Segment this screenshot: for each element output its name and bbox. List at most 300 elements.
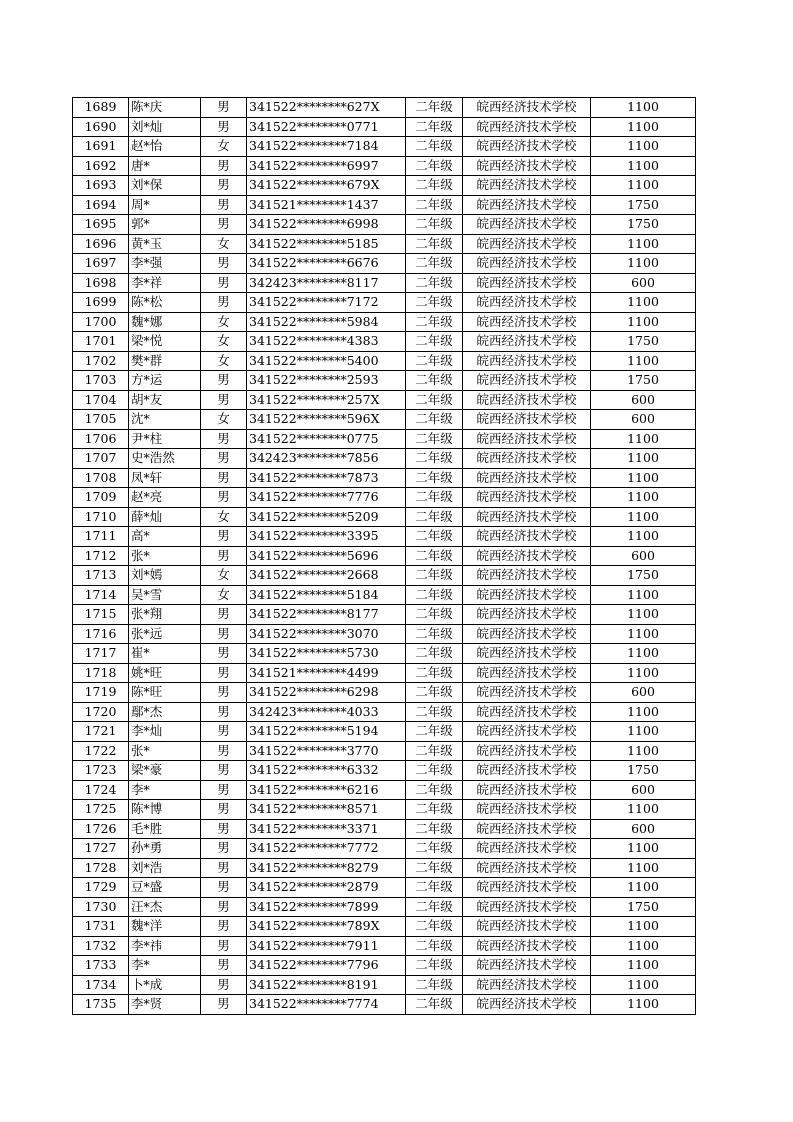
grade-cell: 二年级	[406, 137, 463, 157]
school-cell: 皖西经济技术学校	[463, 917, 591, 937]
table-row	[73, 800, 696, 820]
grade-cell: 二年级	[406, 722, 463, 742]
school-cell: 皖西经济技术学校	[463, 429, 591, 449]
school-cell: 皖西经济技术学校	[463, 468, 591, 488]
gender-cell: 男	[201, 800, 247, 820]
id-number-cell: 342423********8117	[247, 273, 406, 293]
row-number-cell: 1716	[73, 624, 129, 644]
table-row	[73, 585, 696, 605]
id-number-cell: 341522********0775	[247, 429, 406, 449]
grade-cell: 二年级	[406, 800, 463, 820]
amount-cell: 1750	[591, 371, 696, 391]
grade-cell: 二年级	[406, 702, 463, 722]
amount-cell: 1100	[591, 663, 696, 683]
school-cell: 皖西经济技术学校	[463, 117, 591, 137]
amount-cell: 1100	[591, 507, 696, 527]
gender-cell: 男	[201, 98, 247, 118]
gender-cell: 男	[201, 839, 247, 859]
student-name-cell: 汪*杰	[129, 897, 201, 917]
amount-cell: 1100	[591, 98, 696, 118]
school-cell: 皖西经济技术学校	[463, 488, 591, 508]
school-cell: 皖西经济技术学校	[463, 332, 591, 352]
gender-cell: 男	[201, 995, 247, 1015]
id-number-cell: 341522********8279	[247, 858, 406, 878]
table-row	[73, 488, 696, 508]
row-number-cell: 1692	[73, 156, 129, 176]
row-number-cell: 1730	[73, 897, 129, 917]
table-row	[73, 312, 696, 332]
student-name-cell: 樊*群	[129, 351, 201, 371]
gender-cell: 男	[201, 195, 247, 215]
id-number-cell: 341522********5984	[247, 312, 406, 332]
id-number-cell: 341522********7796	[247, 956, 406, 976]
amount-cell: 1750	[591, 215, 696, 235]
id-number-cell: 341522********7772	[247, 839, 406, 859]
table-row	[73, 273, 696, 293]
student-name-cell: 郭*	[129, 215, 201, 235]
amount-cell: 600	[591, 780, 696, 800]
gender-cell: 女	[201, 410, 247, 430]
grade-cell: 二年级	[406, 839, 463, 859]
student-name-cell: 刘*嫣	[129, 566, 201, 586]
row-number-cell: 1691	[73, 137, 129, 157]
gender-cell: 男	[201, 546, 247, 566]
school-cell: 皖西经济技术学校	[463, 137, 591, 157]
table-row	[73, 819, 696, 839]
gender-cell: 男	[201, 390, 247, 410]
table-row	[73, 780, 696, 800]
school-cell: 皖西经济技术学校	[463, 585, 591, 605]
table-row	[73, 98, 696, 118]
amount-cell: 1100	[591, 605, 696, 625]
student-name-cell: 孙*勇	[129, 839, 201, 859]
grade-cell: 二年级	[406, 234, 463, 254]
gender-cell: 男	[201, 722, 247, 742]
row-number-cell: 1713	[73, 566, 129, 586]
row-number-cell: 1696	[73, 234, 129, 254]
grade-cell: 二年级	[406, 254, 463, 274]
grade-cell: 二年级	[406, 644, 463, 664]
school-cell: 皖西经济技术学校	[463, 858, 591, 878]
id-number-cell: 341522********3770	[247, 741, 406, 761]
table-row	[73, 995, 696, 1015]
amount-cell: 600	[591, 819, 696, 839]
gender-cell: 女	[201, 137, 247, 157]
grade-cell: 二年级	[406, 449, 463, 469]
grade-cell: 二年级	[406, 176, 463, 196]
grade-cell: 二年级	[406, 215, 463, 235]
amount-cell: 1750	[591, 195, 696, 215]
student-name-cell: 赵*亮	[129, 488, 201, 508]
id-number-cell: 341522********7873	[247, 468, 406, 488]
id-number-cell: 341522********2593	[247, 371, 406, 391]
student-name-cell: 薛*灿	[129, 507, 201, 527]
student-name-cell: 张*翔	[129, 605, 201, 625]
amount-cell: 600	[591, 410, 696, 430]
school-cell: 皖西经济技术学校	[463, 624, 591, 644]
amount-cell: 1100	[591, 722, 696, 742]
gender-cell: 男	[201, 858, 247, 878]
student-name-cell: 沈*	[129, 410, 201, 430]
school-cell: 皖西经济技术学校	[463, 722, 591, 742]
amount-cell: 1750	[591, 332, 696, 352]
row-number-cell: 1717	[73, 644, 129, 664]
student-name-cell: 赵*怡	[129, 137, 201, 157]
id-number-cell: 341522********4383	[247, 332, 406, 352]
row-number-cell: 1723	[73, 761, 129, 781]
row-number-cell: 1729	[73, 878, 129, 898]
grade-cell: 二年级	[406, 995, 463, 1015]
row-number-cell: 1715	[73, 605, 129, 625]
gender-cell: 女	[201, 332, 247, 352]
table-row	[73, 917, 696, 937]
id-number-cell: 341522********3371	[247, 819, 406, 839]
school-cell: 皖西经济技术学校	[463, 215, 591, 235]
table-row	[73, 975, 696, 995]
gender-cell: 男	[201, 702, 247, 722]
grade-cell: 二年级	[406, 332, 463, 352]
id-number-cell: 341522********5730	[247, 644, 406, 664]
school-cell: 皖西经济技术学校	[463, 351, 591, 371]
gender-cell: 男	[201, 897, 247, 917]
table-row	[73, 351, 696, 371]
table-row	[73, 234, 696, 254]
id-number-cell: 341521********4499	[247, 663, 406, 683]
amount-cell: 1100	[591, 234, 696, 254]
gender-cell: 男	[201, 917, 247, 937]
table-row	[73, 858, 696, 878]
grade-cell: 二年级	[406, 683, 463, 703]
grade-cell: 二年级	[406, 546, 463, 566]
gender-cell: 男	[201, 371, 247, 391]
student-name-cell: 李*贤	[129, 995, 201, 1015]
row-number-cell: 1701	[73, 332, 129, 352]
student-name-cell: 魏*娜	[129, 312, 201, 332]
amount-cell: 1100	[591, 312, 696, 332]
grade-cell: 二年级	[406, 156, 463, 176]
amount-cell: 1100	[591, 293, 696, 313]
row-number-cell: 1735	[73, 995, 129, 1015]
grade-cell: 二年级	[406, 917, 463, 937]
row-number-cell: 1690	[73, 117, 129, 137]
school-cell: 皖西经济技术学校	[463, 254, 591, 274]
school-cell: 皖西经济技术学校	[463, 897, 591, 917]
id-number-cell: 341522********6298	[247, 683, 406, 703]
table-row	[73, 215, 696, 235]
student-name-cell: 凤*轩	[129, 468, 201, 488]
amount-cell: 1100	[591, 878, 696, 898]
row-number-cell: 1710	[73, 507, 129, 527]
gender-cell: 男	[201, 624, 247, 644]
table-row	[73, 624, 696, 644]
gender-cell: 男	[201, 936, 247, 956]
row-number-cell: 1712	[73, 546, 129, 566]
row-number-cell: 1722	[73, 741, 129, 761]
gender-cell: 男	[201, 429, 247, 449]
id-number-cell: 341522********6332	[247, 761, 406, 781]
school-cell: 皖西经济技术学校	[463, 780, 591, 800]
row-number-cell: 1728	[73, 858, 129, 878]
amount-cell: 1100	[591, 527, 696, 547]
grade-cell: 二年级	[406, 819, 463, 839]
gender-cell: 男	[201, 527, 247, 547]
school-cell: 皖西经济技术学校	[463, 312, 591, 332]
school-cell: 皖西经济技术学校	[463, 605, 591, 625]
student-name-cell: 唐*	[129, 156, 201, 176]
student-name-cell: 胡*友	[129, 390, 201, 410]
id-number-cell: 341522********6998	[247, 215, 406, 235]
grade-cell: 二年级	[406, 293, 463, 313]
row-number-cell: 1727	[73, 839, 129, 859]
school-cell: 皖西经济技术学校	[463, 644, 591, 664]
amount-cell: 1100	[591, 351, 696, 371]
student-name-cell: 姚*旺	[129, 663, 201, 683]
grade-cell: 二年级	[406, 117, 463, 137]
gender-cell: 男	[201, 761, 247, 781]
school-cell: 皖西经济技术学校	[463, 156, 591, 176]
school-cell: 皖西经济技术学校	[463, 371, 591, 391]
student-name-cell: 张*	[129, 741, 201, 761]
amount-cell: 1100	[591, 117, 696, 137]
amount-cell: 1100	[591, 624, 696, 644]
id-number-cell: 341522********7774	[247, 995, 406, 1015]
id-number-cell: 341522********789X	[247, 917, 406, 937]
student-name-cell: 陈*庆	[129, 98, 201, 118]
gender-cell: 女	[201, 507, 247, 527]
student-name-cell: 张*	[129, 546, 201, 566]
table-row	[73, 176, 696, 196]
row-number-cell: 1695	[73, 215, 129, 235]
row-number-cell: 1689	[73, 98, 129, 118]
student-name-cell: 刘*浩	[129, 858, 201, 878]
school-cell: 皖西经济技术学校	[463, 956, 591, 976]
student-name-cell: 李*灿	[129, 722, 201, 742]
student-name-cell: 豆*盛	[129, 878, 201, 898]
gender-cell: 男	[201, 780, 247, 800]
table-row	[73, 605, 696, 625]
grade-cell: 二年级	[406, 858, 463, 878]
gender-cell: 男	[201, 488, 247, 508]
grade-cell: 二年级	[406, 195, 463, 215]
grade-cell: 二年级	[406, 936, 463, 956]
gender-cell: 女	[201, 312, 247, 332]
student-name-cell: 陈*松	[129, 293, 201, 313]
school-cell: 皖西经济技术学校	[463, 449, 591, 469]
row-number-cell: 1733	[73, 956, 129, 976]
row-number-cell: 1693	[73, 176, 129, 196]
id-number-cell: 341522********5696	[247, 546, 406, 566]
amount-cell: 1100	[591, 254, 696, 274]
amount-cell: 1100	[591, 839, 696, 859]
table-row	[73, 897, 696, 917]
row-number-cell: 1707	[73, 449, 129, 469]
row-number-cell: 1720	[73, 702, 129, 722]
grade-cell: 二年级	[406, 390, 463, 410]
student-name-cell: 李*祥	[129, 273, 201, 293]
student-name-cell: 黄*玉	[129, 234, 201, 254]
gender-cell: 男	[201, 975, 247, 995]
student-name-cell: 李*	[129, 780, 201, 800]
gender-cell: 男	[201, 449, 247, 469]
gender-cell: 男	[201, 176, 247, 196]
gender-cell: 男	[201, 468, 247, 488]
id-number-cell: 341522********2668	[247, 566, 406, 586]
grade-cell: 二年级	[406, 527, 463, 547]
row-number-cell: 1731	[73, 917, 129, 937]
grade-cell: 二年级	[406, 273, 463, 293]
id-number-cell: 341522********5184	[247, 585, 406, 605]
amount-cell: 1100	[591, 449, 696, 469]
amount-cell: 1100	[591, 936, 696, 956]
amount-cell: 1100	[591, 995, 696, 1015]
id-number-cell: 341522********679X	[247, 176, 406, 196]
table-row	[73, 566, 696, 586]
id-number-cell: 341522********6997	[247, 156, 406, 176]
id-number-cell: 341522********7184	[247, 137, 406, 157]
amount-cell: 1100	[591, 137, 696, 157]
student-name-cell: 张*远	[129, 624, 201, 644]
table-row	[73, 878, 696, 898]
row-number-cell: 1732	[73, 936, 129, 956]
row-number-cell: 1725	[73, 800, 129, 820]
student-name-cell: 陈*旺	[129, 683, 201, 703]
gender-cell: 男	[201, 605, 247, 625]
grade-cell: 二年级	[406, 663, 463, 683]
id-number-cell: 341522********8177	[247, 605, 406, 625]
row-number-cell: 1697	[73, 254, 129, 274]
table-row	[73, 527, 696, 547]
student-name-cell: 毛*胜	[129, 819, 201, 839]
row-number-cell: 1705	[73, 410, 129, 430]
school-cell: 皖西经济技术学校	[463, 273, 591, 293]
amount-cell: 1100	[591, 702, 696, 722]
row-number-cell: 1718	[73, 663, 129, 683]
row-number-cell: 1700	[73, 312, 129, 332]
grade-cell: 二年级	[406, 507, 463, 527]
amount-cell: 1750	[591, 566, 696, 586]
school-cell: 皖西经济技术学校	[463, 195, 591, 215]
table-row	[73, 293, 696, 313]
grade-cell: 二年级	[406, 468, 463, 488]
grade-cell: 二年级	[406, 585, 463, 605]
school-cell: 皖西经济技术学校	[463, 390, 591, 410]
id-number-cell: 342423********7856	[247, 449, 406, 469]
id-number-cell: 341522********7899	[247, 897, 406, 917]
grade-cell: 二年级	[406, 878, 463, 898]
gender-cell: 女	[201, 351, 247, 371]
id-number-cell: 341522********627X	[247, 98, 406, 118]
grade-cell: 二年级	[406, 410, 463, 430]
table-row	[73, 449, 696, 469]
amount-cell: 1100	[591, 975, 696, 995]
table-row	[73, 663, 696, 683]
amount-cell: 1100	[591, 800, 696, 820]
table-row	[73, 839, 696, 859]
id-number-cell: 341522********5194	[247, 722, 406, 742]
school-cell: 皖西经济技术学校	[463, 663, 591, 683]
grade-cell: 二年级	[406, 312, 463, 332]
school-cell: 皖西经济技术学校	[463, 839, 591, 859]
amount-cell: 1100	[591, 644, 696, 664]
gender-cell: 男	[201, 273, 247, 293]
student-name-cell: 周*	[129, 195, 201, 215]
school-cell: 皖西经济技术学校	[463, 819, 591, 839]
table-row	[73, 156, 696, 176]
gender-cell: 女	[201, 585, 247, 605]
grade-cell: 二年级	[406, 566, 463, 586]
gender-cell: 男	[201, 819, 247, 839]
student-name-cell: 梁*悦	[129, 332, 201, 352]
row-number-cell: 1704	[73, 390, 129, 410]
table-row	[73, 936, 696, 956]
id-number-cell: 341522********3070	[247, 624, 406, 644]
gender-cell: 男	[201, 117, 247, 137]
amount-cell: 1100	[591, 741, 696, 761]
table-row	[73, 468, 696, 488]
table-row	[73, 390, 696, 410]
grade-cell: 二年级	[406, 98, 463, 118]
student-name-cell: 吴*雪	[129, 585, 201, 605]
school-cell: 皖西经济技术学校	[463, 507, 591, 527]
table-row	[73, 956, 696, 976]
school-cell: 皖西经济技术学校	[463, 936, 591, 956]
table-row	[73, 332, 696, 352]
id-number-cell: 341522********5209	[247, 507, 406, 527]
amount-cell: 600	[591, 273, 696, 293]
table-row	[73, 761, 696, 781]
gender-cell: 男	[201, 663, 247, 683]
row-number-cell: 1706	[73, 429, 129, 449]
id-number-cell: 341522********6216	[247, 780, 406, 800]
gender-cell: 男	[201, 741, 247, 761]
grade-cell: 二年级	[406, 605, 463, 625]
student-table	[72, 97, 696, 1015]
amount-cell: 1100	[591, 468, 696, 488]
school-cell: 皖西经济技术学校	[463, 683, 591, 703]
table-row	[73, 683, 696, 703]
grade-cell: 二年级	[406, 371, 463, 391]
id-number-cell: 341522********8191	[247, 975, 406, 995]
id-number-cell: 341522********5400	[247, 351, 406, 371]
gender-cell: 女	[201, 234, 247, 254]
grade-cell: 二年级	[406, 429, 463, 449]
school-cell: 皖西经济技术学校	[463, 410, 591, 430]
student-name-cell: 卜*成	[129, 975, 201, 995]
school-cell: 皖西经济技术学校	[463, 878, 591, 898]
table-row	[73, 722, 696, 742]
school-cell: 皖西经济技术学校	[463, 234, 591, 254]
school-cell: 皖西经济技术学校	[463, 98, 591, 118]
amount-cell: 1100	[591, 488, 696, 508]
table-row	[73, 137, 696, 157]
student-name-cell: 鄢*杰	[129, 702, 201, 722]
gender-cell: 男	[201, 878, 247, 898]
id-number-cell: 341522********596X	[247, 410, 406, 430]
grade-cell: 二年级	[406, 956, 463, 976]
id-number-cell: 341522********7172	[247, 293, 406, 313]
student-name-cell: 刘*保	[129, 176, 201, 196]
gender-cell: 男	[201, 215, 247, 235]
id-number-cell: 341522********5185	[247, 234, 406, 254]
gender-cell: 女	[201, 566, 247, 586]
id-number-cell: 341522********8571	[247, 800, 406, 820]
table-row	[73, 507, 696, 527]
table-row	[73, 741, 696, 761]
table-row	[73, 195, 696, 215]
row-number-cell: 1721	[73, 722, 129, 742]
amount-cell: 1100	[591, 429, 696, 449]
gender-cell: 男	[201, 254, 247, 274]
